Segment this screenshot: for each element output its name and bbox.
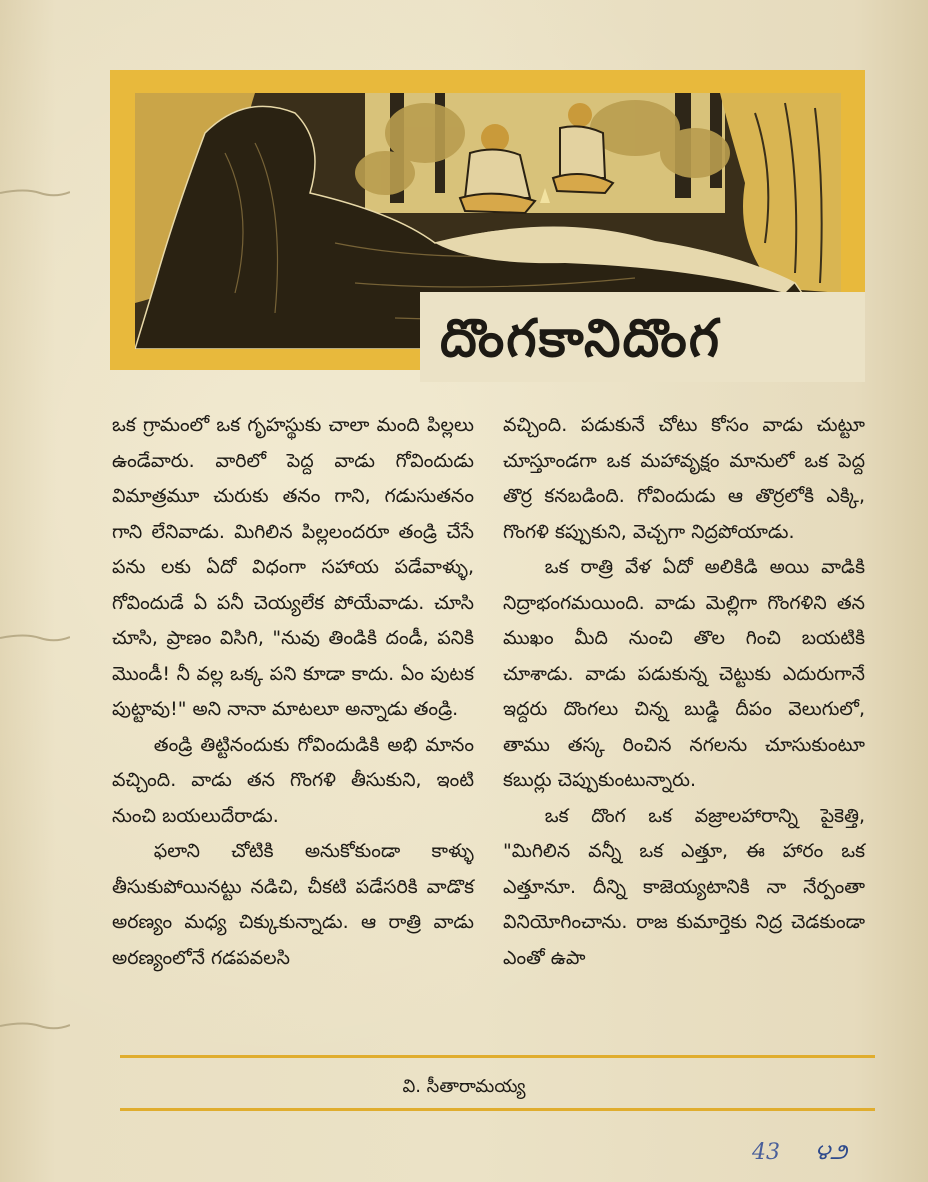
paragraph: ఫలాని చోటికి అనుకోకుండా కాళ్ళు తీసుకుపోయినట్టు నడిచి, చీకటి పడేసరికి వాడొక అరణ్యం మధ్య చిక్కుకున్నాడు. ఆ రాత్రి వాడు అరణ్యంలోనే గడపవలసి bbox=[112, 840, 474, 969]
divider-bottom bbox=[120, 1108, 875, 1111]
page-number-printed: ౪౨ bbox=[815, 1140, 848, 1165]
binding-hole-mark bbox=[0, 1018, 70, 1032]
paragraph: తండ్రి తిట్టినందుకు గోవిందుడికి అభి మానం వచ్చింది. వాడు తన గొంగళి తీసుకుని, ఇంటి నుంచి బయలుదేరాడు. bbox=[112, 733, 474, 827]
paragraph: ఒక గ్రామంలో ఒక గృహస్థుకు చాలా మంది పిల్లలు ఉండేవారు. వారిలో పెద్ద వాడు గోవిందుడు విమాత్రమూ చురుకు తనం గాని, గడుసుతనం గాని లేనివాడు. మిగిలిన పిల్లలందరూ తండ్రి చేసే పను లకు ఏదో విధంగా సహాయ పడేవాళ్ళు, గోవిందుడే ఏ పనీ చెయ్యలేక పోయేవాడు. చూసి చూసి, ప్రాణం విసిగి, "నువు తిండికి దండీ, పనికి మొండీ! నీ వల్ల ఒక్క పని కూడా కాదు. ఏం పుటక పుట్టావు!" అని నానా మాటలూ అన్నాడు తండ్రి. bbox=[112, 414, 474, 720]
right-text-column bbox=[503, 408, 865, 976]
page-number-handwritten: 43 bbox=[752, 1140, 780, 1165]
author-name: వి. సీతారామయ్య bbox=[402, 1076, 526, 1097]
paragraph: వచ్చింది. పడుకునే చోటు కోసం వాడు చుట్టూ చూస్తూండగా ఒక మహావృక్షం మానులో ఒక పెద్ద తొర్ర కనబడింది. గోవిందుడు ఆ తొర్రలోకి ఎక్కి, గొంగళి కప్పుకుని, వెచ్చగా నిద్రపోయాడు. bbox=[503, 414, 865, 543]
binding-hole-mark bbox=[0, 185, 70, 199]
left-text-column bbox=[112, 408, 474, 976]
paragraph: ఒక రాత్రి వేళ ఏదో అలికిడి అయి వాడికి నిద్రాభంగమయింది. వాడు మెల్లిగా గొంగళిని తన ముఖం మీది నుంచి తొల గించి బయటికి చూశాడు. వాడు పడుకున్న చెట్టుకు ఎదురుగానే ఇద్దరు దొంగలు చిన్న బుడ్డి దీపం వెలుగులో, తాము తస్క రించిన నగలను చూసుకుంటూ కబుర్లు చెప్పుకుంటున్నారు. bbox=[503, 556, 865, 791]
paragraph: ఒక దొంగ ఒక వజ్రాలహారాన్ని పైకెత్తి, "మిగిలిన వన్నీ ఒక ఎత్తూ, ఈ హారం ఒక ఎత్తూనూ. దీన్ని కాజెయ్యటానికి నా నేర్పంతా వినియోగించాను. రాజ కుమార్తెకు నిద్ర చెడకుండా ఎంతో ఉపా bbox=[503, 804, 865, 969]
story-title: దొంగకానిదొంగ bbox=[440, 308, 722, 369]
binding-hole-mark bbox=[0, 630, 70, 644]
divider-top bbox=[120, 1055, 875, 1058]
